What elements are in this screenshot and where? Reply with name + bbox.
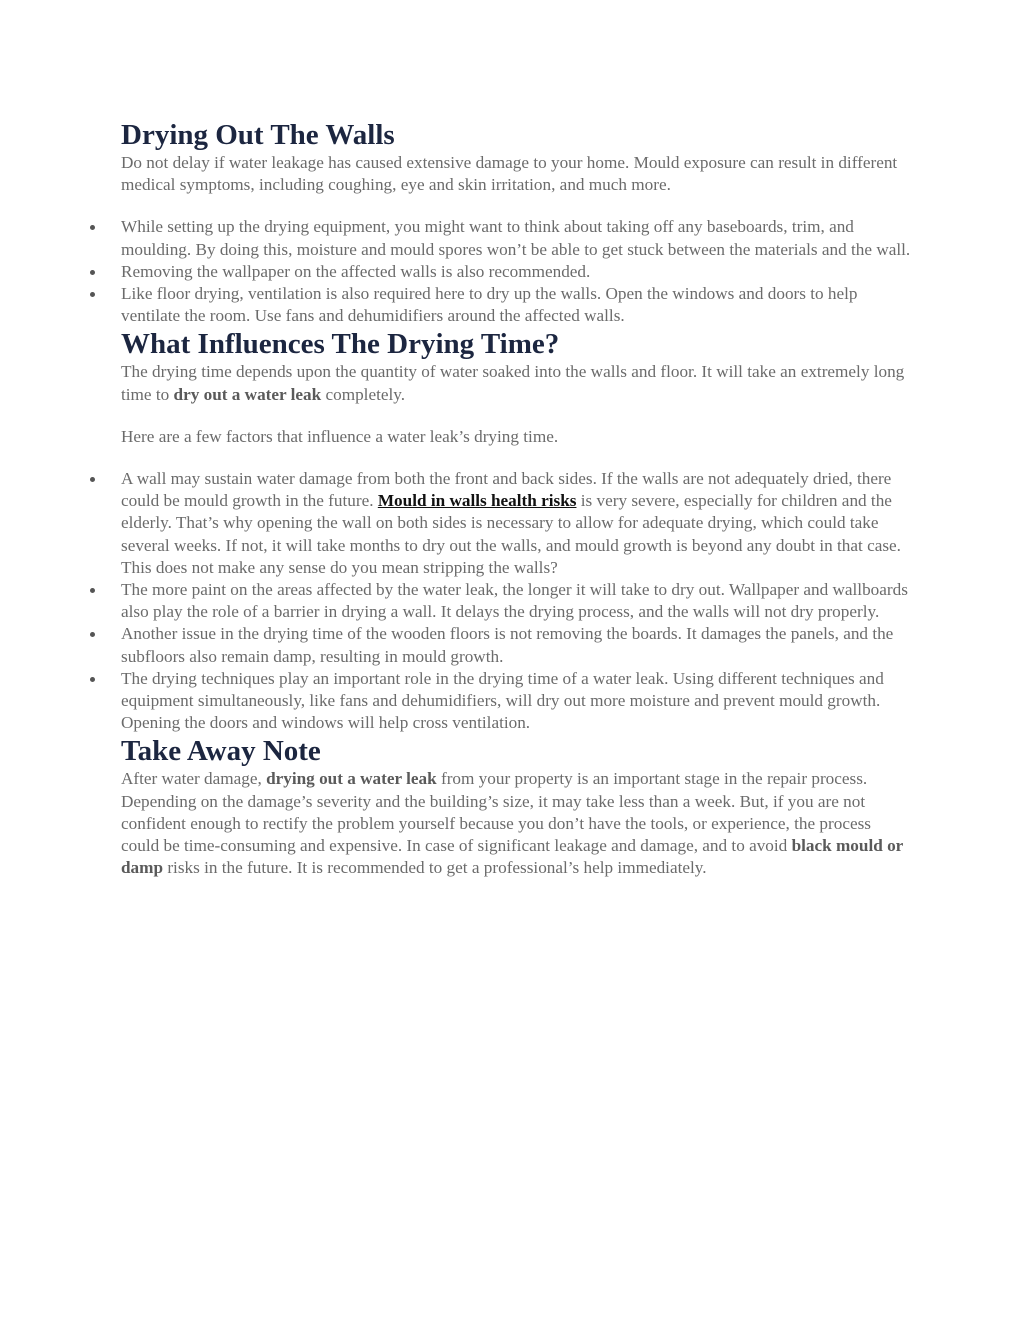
text-run: risks in the future. It is recommended to get a professional’s help immediately. — [163, 858, 707, 878]
list-item: The more paint on the areas affected by the water leak, the longer it will take to dry out. Wallpaper and wallboards also play the role of a barrier in drying a wall. It delays the drying process, and the walls will not dry properly. — [121, 579, 911, 623]
paragraph-take-away — [121, 768, 911, 879]
text-run: A wall may sustain water damage from both the front and back sides. If the walls are not adequately dried, there could be mould growth in the future. — [121, 469, 892, 511]
text-run: After water damage, — [121, 769, 267, 789]
text-run: The drying time depends upon the quantity of water soaked into the walls and floor. It will take an extremely long time to — [121, 362, 905, 404]
bold-phrase: drying out a water leak — [266, 769, 437, 789]
text-run: from your property is an important stage in the repair process. Depending on the damage’s severity and the building’s size, it may take less than a week. But, if you are not confident enough to rectify the problem yourself because you don’t have the tools, or experience, the process could be time-consuming and expensive. In case of significant leakage and damage, and to avoid — [121, 769, 871, 856]
document-page — [121, 118, 911, 879]
list-item: Another issue in the drying time of the wooden floors is not removing the boards. It damages the panels, and the subfloors also remain damp, resulting in mould growth. — [121, 623, 911, 667]
paragraph-factors-intro: Here are a few factors that influence a water leak’s drying time. — [121, 426, 559, 446]
paragraph-intro: Do not delay if water leakage has caused extensive damage to your home. Mould exposure can result in different medical symptoms, including coughing, eye and skin irritation, and much more. — [121, 153, 898, 195]
bullet-list-factors — [121, 468, 911, 734]
list-item: Removing the wallpaper on the affected walls is also recommended. — [121, 261, 911, 283]
bold-phrase: dry out a water leak — [173, 384, 322, 404]
list-item: The drying techniques play an important role in the drying time of a water leak. Using different techniques and equipment simultaneously, like fans and dehumidifiers, will dry out more moisture and prevent mould growth. Opening the doors and windows will help cross ventilation. — [121, 668, 911, 735]
list-item: While setting up the drying equipment, you might want to think about taking off any baseboards, trim, and moulding. By doing this, moisture and mould spores won’t be able to get stuck between the materials and the wall. — [121, 216, 911, 260]
bullet-list-walls — [121, 216, 911, 327]
text-run: completely. — [321, 384, 406, 404]
text-run: is very severe, especially for children and the elderly. That’s why opening the wall on both sides is necessary to allow for adequate drying, which could take several weeks. If not, it will take months to dry out the walls, and mould growth is beyond any doubt in that case. This does not make any sense do you mean stripping the walls? — [121, 491, 901, 577]
section-heading-drying-time: What Influences The Drying Time? — [121, 328, 560, 361]
section-heading-take-away: Take Away Note — [121, 735, 321, 768]
bold-phrase: black mould or damp — [121, 836, 904, 878]
paragraph-drying-time — [121, 361, 911, 405]
list-item — [121, 468, 911, 579]
section-heading-drying-walls: Drying Out The Walls — [121, 119, 395, 151]
mould-health-risks-link[interactable]: Mould in walls health risks — [377, 491, 577, 511]
list-item: Like floor drying, ventilation is also required here to dry up the walls. Open the windows and doors to help ventilate the room. Use fans and dehumidifiers around the affected walls. — [121, 283, 911, 327]
